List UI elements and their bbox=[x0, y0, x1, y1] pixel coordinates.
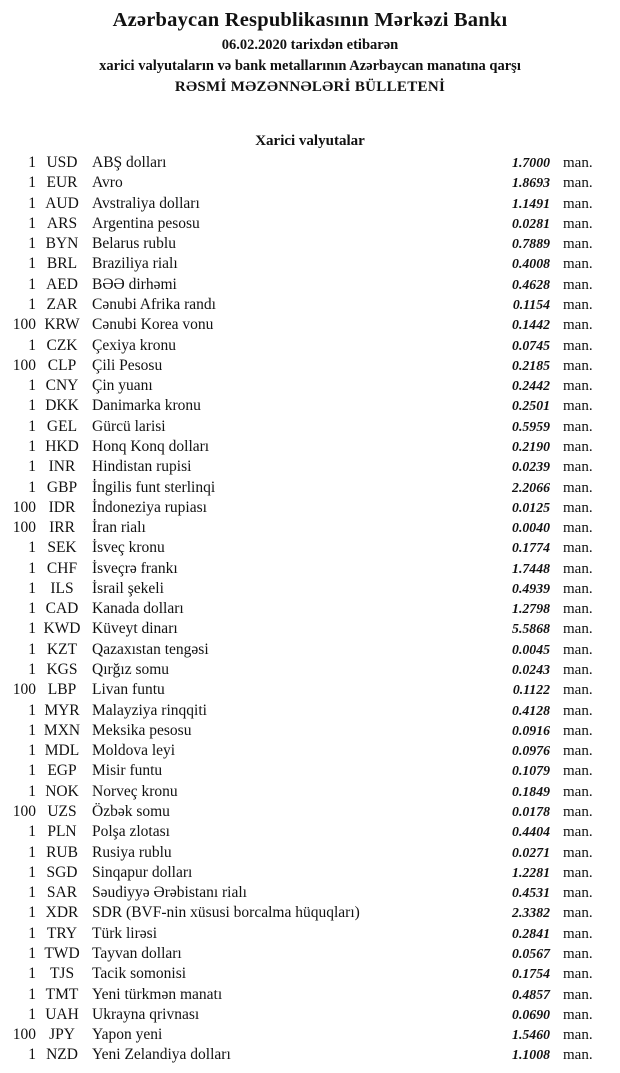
rate-cell: 1.2798 bbox=[512, 601, 550, 617]
rate-cell: 0.0916 bbox=[512, 722, 550, 738]
quantity-cell: 100 bbox=[12, 519, 36, 537]
currency-row bbox=[0, 903, 620, 923]
rate-cell: 0.2185 bbox=[512, 357, 550, 373]
currency-row bbox=[0, 498, 620, 518]
currency-row bbox=[0, 640, 620, 660]
unit-cell: man. bbox=[563, 682, 593, 699]
currency-row bbox=[0, 194, 620, 214]
quantity-cell: 1 bbox=[28, 884, 36, 902]
currency-row bbox=[0, 538, 620, 558]
rate-cell: 0.1154 bbox=[512, 296, 550, 312]
rate-cell: 0.4008 bbox=[512, 256, 550, 272]
unit-cell: man. bbox=[563, 763, 593, 780]
rate-cell: 2.3382 bbox=[512, 905, 550, 921]
currency-row bbox=[0, 579, 620, 599]
rate-cell: 5.5868 bbox=[512, 621, 550, 637]
rate-cell: 0.2442 bbox=[512, 378, 550, 394]
unit-cell: man. bbox=[563, 1047, 593, 1064]
rate-cell: 0.1754 bbox=[512, 966, 550, 982]
currency-code-cell: RUB bbox=[46, 843, 78, 861]
currency-row bbox=[0, 802, 620, 822]
currency-code-cell: IDR bbox=[48, 498, 76, 516]
rate-cell: 0.0271 bbox=[512, 844, 550, 860]
currency-row bbox=[0, 701, 620, 721]
quantity-cell: 1 bbox=[28, 397, 36, 415]
currency-code-cell: ILS bbox=[50, 579, 74, 597]
rate-cell: 1.7000 bbox=[512, 155, 550, 170]
currency-code-cell: EGP bbox=[47, 762, 77, 780]
quantity-cell: 1 bbox=[28, 1046, 36, 1064]
currency-code-cell: TMT bbox=[45, 985, 79, 1003]
unit-cell: man. bbox=[563, 601, 593, 618]
unit-cell: man. bbox=[563, 540, 593, 557]
currency-name-cell: Özbək somu bbox=[92, 803, 170, 820]
unit-cell: man. bbox=[563, 844, 593, 861]
section-title-foreign-currencies: Xarici valyutalar bbox=[255, 133, 365, 149]
quantity-cell: 1 bbox=[28, 742, 36, 760]
quantity-cell: 1 bbox=[28, 701, 36, 719]
currency-name-cell: Norveç kronu bbox=[92, 782, 178, 800]
currency-row bbox=[0, 985, 620, 1005]
currency-row bbox=[0, 295, 620, 315]
bulletin-header bbox=[0, 0, 620, 98]
rate-cell: 0.1849 bbox=[512, 783, 550, 799]
unit-cell: man. bbox=[563, 722, 593, 739]
currency-name-cell: Avro bbox=[92, 174, 123, 192]
currency-code-cell: KGS bbox=[46, 661, 78, 679]
currency-row bbox=[0, 883, 620, 903]
rate-cell: 0.0040 bbox=[512, 520, 550, 536]
unit-cell: man. bbox=[563, 966, 593, 983]
rate-cell: 1.8693 bbox=[512, 175, 550, 191]
currency-name-cell: İsveçrə frankı bbox=[92, 559, 178, 577]
currency-code-cell: EUR bbox=[46, 174, 78, 192]
currency-row bbox=[0, 680, 620, 700]
rate-cell: 0.0281 bbox=[512, 215, 550, 231]
currency-code-cell: DKK bbox=[45, 397, 79, 415]
currency-name-cell: İndoneziya rupiası bbox=[92, 498, 207, 516]
currency-rates-table bbox=[0, 153, 620, 1066]
currency-row bbox=[0, 457, 620, 477]
quantity-cell: 100 bbox=[12, 1026, 36, 1044]
currency-row bbox=[0, 782, 620, 802]
quantity-cell: 1 bbox=[28, 600, 36, 618]
currency-code-cell: BYN bbox=[45, 235, 79, 253]
currency-name-cell: Yeni türkmən manatı bbox=[92, 985, 223, 1003]
currency-row bbox=[0, 843, 620, 863]
quantity-cell: 100 bbox=[12, 803, 36, 820]
currency-name-cell: Səudiyyə Ərəbistanı rialı bbox=[92, 884, 247, 902]
unit-cell: man. bbox=[563, 195, 593, 212]
currency-code-cell: MXN bbox=[43, 721, 81, 739]
currency-row bbox=[0, 741, 620, 761]
currency-name-cell: Küveyt dinarı bbox=[92, 620, 178, 638]
currency-row bbox=[0, 721, 620, 741]
rate-cell: 0.0690 bbox=[512, 1006, 550, 1022]
currency-name-cell: İsveç kronu bbox=[92, 539, 165, 557]
currency-code-cell: AED bbox=[46, 275, 78, 293]
unit-cell: man. bbox=[563, 925, 593, 942]
currency-row bbox=[0, 234, 620, 254]
rate-cell: 0.4128 bbox=[512, 702, 550, 718]
rate-cell: 0.4628 bbox=[512, 276, 550, 292]
currency-row bbox=[0, 822, 620, 842]
currency-row bbox=[0, 417, 620, 437]
unit-cell: man. bbox=[563, 378, 593, 395]
currency-row bbox=[0, 478, 620, 498]
currency-name-cell: BƏƏ dirhəmi bbox=[92, 275, 177, 293]
currency-code-cell: NZD bbox=[46, 1046, 78, 1064]
rate-cell: 1.5460 bbox=[512, 1027, 550, 1043]
currency-code-cell: KZT bbox=[46, 640, 78, 658]
currency-row bbox=[0, 559, 620, 579]
unit-cell: man. bbox=[563, 479, 593, 496]
currency-name-cell: Türk lirəsi bbox=[92, 924, 157, 942]
currency-name-cell: Yeni Zelandiya dolları bbox=[92, 1046, 231, 1064]
unit-cell: man. bbox=[563, 905, 593, 922]
quantity-cell: 1 bbox=[28, 154, 36, 171]
unit-cell: man. bbox=[563, 296, 593, 313]
quantity-cell: 1 bbox=[28, 539, 36, 557]
rate-cell: 0.0239 bbox=[512, 459, 550, 475]
rate-cell: 1.2281 bbox=[512, 864, 550, 880]
currency-code-cell: BRL bbox=[46, 255, 78, 273]
rate-cell: 0.5959 bbox=[512, 418, 550, 434]
rate-cell: 0.4857 bbox=[512, 986, 550, 1002]
quantity-cell: 1 bbox=[28, 661, 36, 679]
currency-row bbox=[0, 518, 620, 538]
currency-code-cell: LBP bbox=[47, 681, 77, 699]
unit-cell: man. bbox=[563, 804, 593, 820]
currency-name-cell: Tacik somonisi bbox=[92, 965, 187, 983]
unit-cell: man. bbox=[563, 215, 593, 232]
currency-name-cell: Kanada dolları bbox=[92, 600, 184, 618]
quantity-cell: 1 bbox=[28, 214, 36, 232]
quantity-cell: 1 bbox=[28, 985, 36, 1003]
currency-name-cell: Qazaxıstan tengəsi bbox=[92, 640, 209, 658]
currency-name-cell: SDR (BVF-nin xüsusi borcalma hüquqları) bbox=[92, 904, 360, 922]
currency-row bbox=[0, 275, 620, 295]
unit-cell: man. bbox=[563, 560, 593, 577]
currency-row bbox=[0, 1005, 620, 1025]
quantity-cell: 1 bbox=[28, 863, 36, 881]
rate-cell: 0.1122 bbox=[512, 682, 550, 698]
quantity-cell: 1 bbox=[28, 458, 36, 476]
currency-code-cell: JPY bbox=[49, 1026, 75, 1044]
unit-cell: man. bbox=[563, 236, 593, 253]
unit-cell: man. bbox=[563, 155, 593, 171]
currency-row bbox=[0, 1045, 620, 1065]
rate-cell: 0.0745 bbox=[512, 337, 550, 353]
currency-code-cell: TJS bbox=[49, 965, 75, 983]
unit-cell: man. bbox=[563, 885, 593, 902]
currency-row bbox=[0, 173, 620, 193]
currency-code-cell: GEL bbox=[46, 417, 78, 435]
quantity-cell: 1 bbox=[28, 417, 36, 435]
rate-cell: 0.4531 bbox=[512, 885, 550, 901]
unit-cell: man. bbox=[563, 1006, 593, 1023]
quantity-cell: 100 bbox=[12, 356, 36, 374]
unit-cell: man. bbox=[563, 418, 593, 435]
quantity-cell: 1 bbox=[28, 255, 36, 273]
currency-code-cell: SEK bbox=[47, 539, 77, 557]
currency-name-cell: Meksika pesosu bbox=[92, 721, 192, 739]
unit-cell: man. bbox=[563, 743, 593, 760]
rate-cell: 0.4939 bbox=[512, 580, 550, 596]
quantity-cell: 100 bbox=[12, 681, 36, 699]
rate-cell: 0.0125 bbox=[512, 499, 550, 515]
currency-code-cell: ZAR bbox=[46, 295, 78, 313]
currency-name-cell: Misir funtu bbox=[92, 762, 163, 780]
currency-name-cell: Danimarka kronu bbox=[92, 397, 201, 415]
quantity-cell: 1 bbox=[28, 1005, 36, 1023]
currency-row bbox=[0, 396, 620, 416]
unit-cell: man. bbox=[563, 337, 593, 354]
currency-name-cell: Belarus rublu bbox=[92, 235, 176, 253]
quantity-cell: 1 bbox=[28, 559, 36, 577]
quantity-cell: 1 bbox=[28, 194, 36, 212]
currency-name-cell: Çin yuanı bbox=[92, 377, 153, 395]
quantity-cell: 1 bbox=[28, 275, 36, 293]
currency-code-cell: AUD bbox=[45, 194, 79, 212]
currency-code-cell: CAD bbox=[45, 600, 79, 618]
quantity-cell: 1 bbox=[28, 721, 36, 739]
rate-cell: 0.2501 bbox=[512, 398, 550, 414]
unit-cell: man. bbox=[563, 357, 593, 374]
currency-code-cell: KWD bbox=[43, 620, 81, 638]
unit-cell: man. bbox=[563, 986, 593, 1003]
currency-name-cell: Tayvan dolları bbox=[92, 944, 182, 962]
currency-name-cell: İran rialı bbox=[92, 519, 146, 537]
rate-cell: 0.1079 bbox=[512, 763, 550, 779]
currency-row bbox=[0, 924, 620, 944]
currency-row bbox=[0, 376, 620, 396]
rate-cell: 0.0045 bbox=[512, 641, 550, 657]
currency-row bbox=[0, 619, 620, 639]
quantity-cell: 1 bbox=[28, 377, 36, 395]
unit-cell: man. bbox=[563, 641, 593, 658]
quantity-cell: 1 bbox=[28, 235, 36, 253]
quantity-cell: 1 bbox=[28, 579, 36, 597]
currency-row bbox=[0, 944, 620, 964]
currency-code-cell: CHF bbox=[46, 559, 78, 577]
currency-row bbox=[0, 1025, 620, 1045]
quantity-cell: 1 bbox=[28, 620, 36, 638]
currency-name-cell: Yapon yeni bbox=[92, 1026, 163, 1044]
currency-row bbox=[0, 437, 620, 457]
currency-code-cell: INR bbox=[48, 458, 76, 476]
quantity-cell: 1 bbox=[28, 924, 36, 942]
rate-cell: 0.1442 bbox=[512, 317, 550, 333]
currency-code-cell: GBP bbox=[46, 478, 78, 496]
unit-cell: man. bbox=[563, 317, 593, 334]
unit-cell: man. bbox=[563, 520, 593, 537]
quantity-cell: 1 bbox=[28, 944, 36, 962]
currency-row bbox=[0, 863, 620, 883]
currency-code-cell: UAH bbox=[45, 1005, 79, 1023]
currency-name-cell: Avstraliya dolları bbox=[92, 194, 200, 212]
currency-name-cell: Malayziya rinqqiti bbox=[92, 701, 207, 719]
rate-cell: 1.1491 bbox=[512, 195, 550, 211]
currency-code-cell: CLP bbox=[47, 356, 77, 374]
quantity-cell: 1 bbox=[28, 904, 36, 922]
currency-code-cell: TWD bbox=[44, 944, 80, 962]
unit-cell: man. bbox=[563, 175, 593, 192]
currency-code-cell: NOK bbox=[45, 782, 79, 800]
currency-code-cell: XDR bbox=[45, 904, 79, 922]
currency-name-cell: Qırğız somu bbox=[92, 661, 170, 679]
unit-cell: man. bbox=[563, 945, 593, 962]
rate-cell: 0.7889 bbox=[512, 236, 550, 252]
unit-cell: man. bbox=[563, 499, 593, 516]
quantity-cell: 1 bbox=[28, 640, 36, 658]
quantity-cell: 1 bbox=[28, 762, 36, 780]
currency-code-cell: PLN bbox=[47, 823, 77, 841]
unit-cell: man. bbox=[563, 783, 593, 800]
currency-row bbox=[0, 660, 620, 680]
currency-row bbox=[0, 315, 620, 335]
rate-cell: 0.0243 bbox=[512, 662, 550, 678]
rate-cell: 2.2066 bbox=[512, 479, 550, 495]
currency-row bbox=[0, 599, 620, 619]
effective-date-line: 06.02.2020 tarixdən etibarən bbox=[221, 37, 399, 53]
bulletin-subtitle: xarici valyutaların və bank metallarının Azərbaycan manatına qarşı bbox=[99, 58, 521, 74]
rate-cell: 0.0178 bbox=[512, 804, 550, 819]
currency-row bbox=[0, 336, 620, 356]
bulletin-title: RƏSMİ MƏZƏNNƏLƏRİ BÜLLETENİ bbox=[174, 79, 446, 95]
currency-row bbox=[0, 254, 620, 274]
currency-code-cell: TRY bbox=[46, 924, 78, 942]
rate-cell: 0.0976 bbox=[512, 743, 550, 759]
currency-name-cell: Argentina pesosu bbox=[92, 214, 200, 232]
currency-row bbox=[0, 356, 620, 376]
currency-name-cell: Hindistan rupisi bbox=[92, 458, 192, 476]
quantity-cell: 1 bbox=[28, 295, 36, 313]
currency-code-cell: SAR bbox=[46, 884, 78, 902]
currency-name-cell: Çexiya kronu bbox=[92, 336, 176, 354]
currency-code-cell: USD bbox=[46, 154, 78, 171]
unit-cell: man. bbox=[563, 621, 593, 638]
unit-cell: man. bbox=[563, 580, 593, 597]
unit-cell: man. bbox=[563, 459, 593, 476]
currency-row bbox=[0, 153, 620, 173]
currency-code-cell: CZK bbox=[46, 336, 78, 354]
unit-cell: man. bbox=[563, 1027, 593, 1044]
unit-cell: man. bbox=[563, 662, 593, 679]
currency-name-cell: Rusiya rublu bbox=[92, 843, 172, 861]
quantity-cell: 1 bbox=[28, 174, 36, 192]
currency-code-cell: SGD bbox=[46, 863, 78, 881]
currency-name-cell: Gürcü larisi bbox=[92, 417, 166, 435]
quantity-cell: 100 bbox=[12, 316, 36, 334]
quantity-cell: 1 bbox=[28, 782, 36, 800]
currency-name-cell: Cənubi Korea vonu bbox=[92, 316, 214, 334]
unit-cell: man. bbox=[563, 702, 593, 719]
currency-name-cell: Çili Pesosu bbox=[92, 356, 163, 374]
currency-code-cell: IRR bbox=[49, 519, 75, 537]
rate-cell: 1.1008 bbox=[512, 1047, 550, 1063]
currency-name-cell: Ukrayna qrivnası bbox=[92, 1005, 200, 1023]
unit-cell: man. bbox=[563, 256, 593, 273]
currency-code-cell: ARS bbox=[46, 214, 78, 232]
currency-row bbox=[0, 761, 620, 781]
currency-code-cell: MDL bbox=[44, 742, 80, 760]
rate-cell: 1.7448 bbox=[512, 560, 550, 576]
currency-code-cell: MYR bbox=[44, 701, 80, 719]
quantity-cell: 1 bbox=[28, 336, 36, 354]
currency-code-cell: KRW bbox=[44, 316, 80, 334]
quantity-cell: 1 bbox=[28, 478, 36, 496]
currency-code-cell: HKD bbox=[45, 437, 79, 455]
unit-cell: man. bbox=[563, 864, 593, 881]
currency-name-cell: Polşa zlotası bbox=[92, 823, 170, 841]
currency-row bbox=[0, 214, 620, 234]
quantity-cell: 100 bbox=[12, 498, 36, 516]
currency-name-cell: ABŞ dolları bbox=[92, 154, 167, 171]
currency-row bbox=[0, 964, 620, 984]
currency-code-cell: UZS bbox=[47, 803, 77, 820]
unit-cell: man. bbox=[563, 438, 593, 455]
unit-cell: man. bbox=[563, 276, 593, 293]
currency-name-cell: Braziliya rialı bbox=[92, 255, 178, 273]
unit-cell: man. bbox=[563, 824, 593, 841]
bank-title: Azərbaycan Respublikasının Mərkəzi Bankı bbox=[112, 9, 508, 31]
rate-cell: 0.0567 bbox=[512, 945, 550, 961]
quantity-cell: 1 bbox=[28, 965, 36, 983]
rate-cell: 0.2841 bbox=[512, 925, 550, 941]
currency-name-cell: Moldova leyi bbox=[92, 742, 176, 760]
quantity-cell: 1 bbox=[28, 843, 36, 861]
quantity-cell: 1 bbox=[28, 823, 36, 841]
currency-name-cell: Honq Konq dolları bbox=[92, 437, 210, 455]
currency-name-cell: Sinqapur dolları bbox=[92, 863, 193, 881]
currency-name-cell: Livan funtu bbox=[92, 681, 165, 699]
quantity-cell: 1 bbox=[28, 437, 36, 455]
rate-cell: 0.2190 bbox=[512, 438, 550, 454]
rate-cell: 0.4404 bbox=[512, 824, 550, 840]
rate-cell: 0.1774 bbox=[512, 540, 550, 556]
unit-cell: man. bbox=[563, 398, 593, 415]
currency-code-cell: CNY bbox=[45, 377, 79, 395]
currency-name-cell: Cənubi Afrika randı bbox=[92, 295, 216, 313]
currency-name-cell: İngilis funt sterlinqi bbox=[92, 478, 216, 496]
currency-name-cell: İsrail şekeli bbox=[92, 579, 164, 597]
